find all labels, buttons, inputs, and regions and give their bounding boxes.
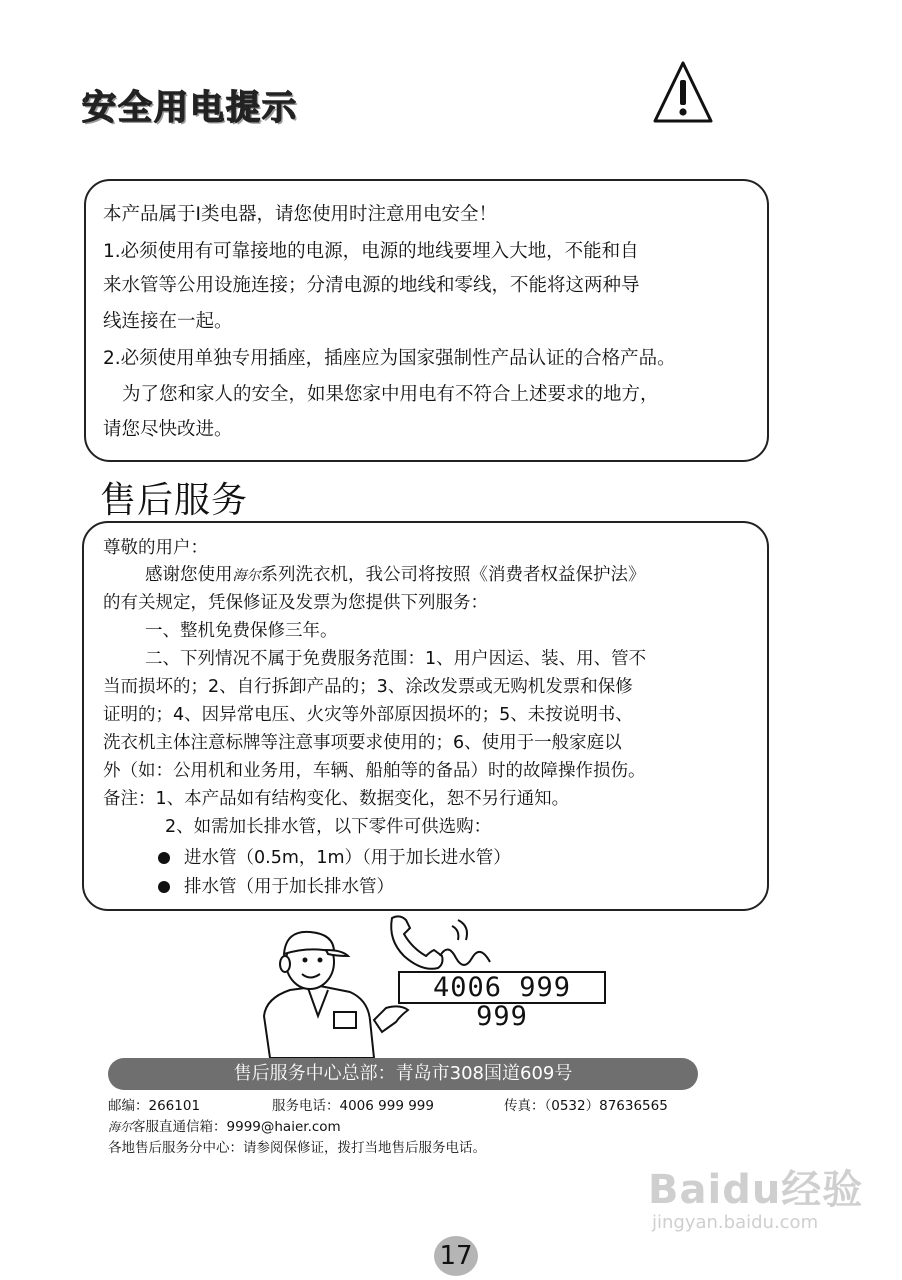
safety-line: 2.必须使用单独专用插座，插座应为国家强制性产品认证的合格产品。 (103, 348, 676, 369)
page-number: 17 (434, 1236, 478, 1276)
hotline-number: 4006 999 999 (398, 971, 606, 1004)
bullet-item: 排水管（用于加长排水管） (158, 874, 394, 901)
safety-line: 线连接在一起。 (103, 311, 233, 332)
service-center-address: 售后服务中心总部：青岛市308国道609号 (108, 1058, 698, 1090)
service-note: 备注：1、本产品如有结构变化、数据变化，恕不另行通知。 (103, 789, 570, 809)
haier-brand-logo: 海尔 (108, 1120, 133, 1134)
service-line: 二、下列情况不属于免费服务范围：1、用户因运、装、用、管不 (145, 649, 647, 669)
baidu-watermark-logo: Baidu经验 (648, 1167, 864, 1213)
service-note: 2、如需加长排水管，以下零件可供选购： (165, 817, 492, 837)
bullet-dot-icon (158, 881, 170, 893)
warning-triangle-icon (652, 60, 714, 124)
safety-line: 请您尽快改进。 (103, 419, 233, 440)
safety-title: 安全用电提示 (82, 88, 298, 128)
service-line: 洗衣机主体注意标牌等注意事项要求使用的；6、使用于一般家庭以 (103, 733, 622, 753)
service-line: 的有关规定，凭保修证及发票为您提供下列服务： (103, 593, 488, 613)
service-line: 外（如：公用机和业务用，车辆、船舶等的备品）时的故障操作损伤。 (103, 761, 646, 781)
safety-line: 为了您和家人的安全，如果您家中用电有不符合上述要求的地方， (122, 384, 659, 405)
fax-number: 传真：（0532）87636565 (504, 1098, 668, 1114)
bullet-dot-icon (158, 852, 170, 864)
bullet-item: 进水管（0.5m，1m）（用于加长进水管） (158, 845, 511, 872)
service-phone: 服务电话：4006 999 999 (272, 1098, 434, 1114)
service-line: 当而损坏的；2、自行拆卸产品的；3、涂改发票或无购机发票和保修 (103, 677, 633, 697)
branch-service-info: 各地售后服务分中心：请参阅保修证，拨打当地售后服务电话。 (108, 1140, 486, 1156)
service-thanks: 感谢您使用海尔系列洗衣机，我公司将按照《消费者权益保护法》 (145, 565, 646, 585)
watermark-url: jingyan.baidu.com (652, 1212, 819, 1233)
service-line: 证明的；4、因异常电压、火灾等外部原因损坏的；5、未按说明书、 (103, 705, 633, 725)
service-line: 一、整机免费保修三年。 (145, 621, 338, 641)
phone-handset-icon (386, 912, 496, 974)
service-title: 售后服务 (100, 480, 249, 521)
safety-line: 1.必须使用有可靠接地的电源，电源的地线要埋入大地，不能和自 (103, 241, 639, 262)
service-greeting: 尊敬的用户： (103, 538, 208, 558)
safety-line: 来水管等公用设施连接；分清电源的地线和零线，不能将这两种导 (103, 275, 640, 296)
postcode: 邮编：266101 (108, 1098, 201, 1114)
service-email: 海尔客服直通信箱：9999@haier.com (108, 1119, 341, 1135)
safety-line: 本产品属于I类电器，请您使用时注意用电安全！ (103, 204, 497, 225)
haier-brand-logo: 海尔 (232, 568, 261, 584)
